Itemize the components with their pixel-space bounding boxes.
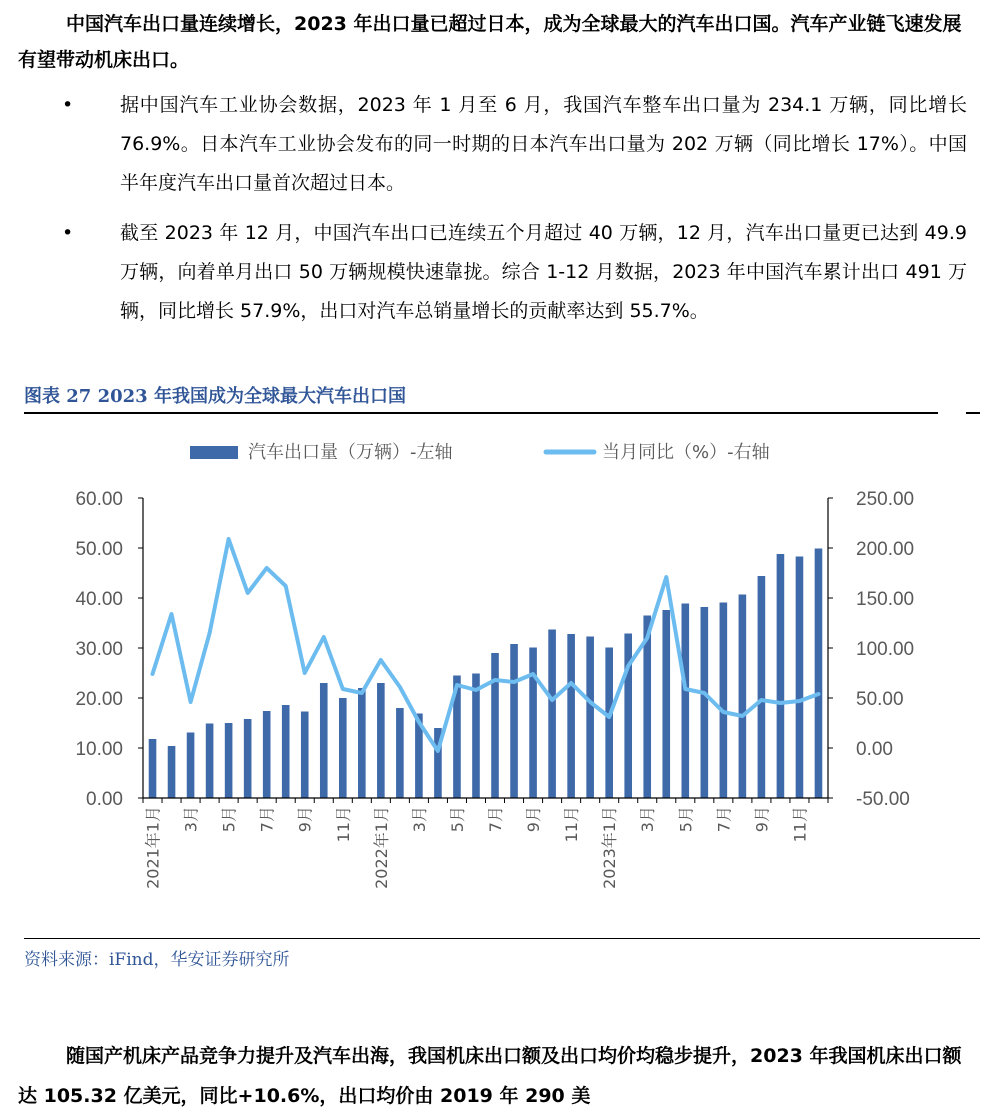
x-tick-label: 5月 bbox=[676, 806, 696, 833]
y-left-tick-label: 40.00 bbox=[75, 589, 123, 610]
bar bbox=[187, 733, 195, 799]
bar bbox=[548, 630, 556, 799]
bar bbox=[339, 698, 347, 798]
y-left-tick-label: 60.00 bbox=[75, 489, 123, 510]
legend-bar-swatch bbox=[190, 446, 238, 459]
bullet-text: 据中国汽车工业协会数据，2023 年 1 月至 6 月，我国汽车整车出口量为 234.1 万辆，同比增长 76.9%。日本汽车工业协会发布的同一时期的日本汽车出口量为 202 万辆（同比增长 17%）。中国半年度汽车出口量首次超过日本。 bbox=[120, 94, 967, 194]
y-left-tick-label: 30.00 bbox=[75, 639, 123, 660]
x-tick-label: 2022年1月 bbox=[371, 806, 391, 889]
y-left-tick-label: 10.00 bbox=[75, 739, 123, 760]
x-tick-label: 9月 bbox=[524, 806, 544, 833]
bar bbox=[758, 576, 766, 798]
bar bbox=[681, 604, 689, 799]
x-tick-label: 7月 bbox=[714, 806, 734, 833]
bar bbox=[739, 595, 747, 799]
bar bbox=[301, 712, 309, 799]
y-left-tick-label: 50.00 bbox=[75, 539, 123, 560]
bar bbox=[815, 549, 823, 799]
bar bbox=[377, 683, 385, 798]
x-tick-label: 7月 bbox=[257, 806, 277, 833]
figure-bottom-rule bbox=[24, 938, 980, 939]
bar bbox=[777, 554, 785, 798]
bar bbox=[510, 644, 518, 798]
figure-source: 资料来源：iFind，华安证券研究所 bbox=[24, 950, 290, 970]
bullet-text: 截至 2023 年 12 月，中国汽车出口已连续五个月超过 40 万辆，12 月，汽车出口量更已达到 49.9 万辆，向着单月出口 50 万辆规模快速靠拢。综合 1-12 月数据，2023 年中国汽车累计出口 491 万辆，同比增长 57.9%，出口对汽车总销量增长的贡献率达到 55.7%。 bbox=[120, 222, 967, 322]
bar bbox=[320, 683, 328, 798]
bar bbox=[662, 610, 670, 798]
y-right-tick-label: 50.00 bbox=[856, 689, 904, 710]
x-tick-label: 2023年1月 bbox=[600, 806, 620, 889]
bar bbox=[472, 674, 480, 799]
y-right-tick-label: 0.00 bbox=[856, 739, 893, 760]
y-right-tick-label: 200.00 bbox=[856, 539, 915, 560]
x-tick-label: 3月 bbox=[181, 806, 201, 833]
y-right-tick-label: 250.00 bbox=[856, 489, 915, 510]
bar bbox=[624, 634, 632, 799]
bullet-item bbox=[62, 86, 967, 203]
x-tick-label: 5月 bbox=[447, 806, 467, 833]
bullet-marker: • bbox=[62, 222, 74, 244]
bar bbox=[605, 648, 613, 799]
x-tick-label: 11月 bbox=[333, 806, 353, 843]
bar bbox=[491, 653, 499, 798]
bar bbox=[358, 688, 366, 798]
x-tick-label: 9月 bbox=[295, 806, 315, 833]
bar bbox=[263, 711, 271, 798]
section-heading: 中国汽车出口量连续增长，2023 年出口量已超过日本，成为全球最大的汽车出口国。汽车产业链飞速发展有望带动机床出口。 bbox=[18, 13, 962, 71]
bar bbox=[567, 634, 575, 798]
bar bbox=[701, 607, 709, 798]
x-tick-label: 3月 bbox=[638, 806, 658, 833]
y-right-tick-label: -50.00 bbox=[856, 789, 910, 810]
bar bbox=[244, 719, 252, 798]
bar bbox=[149, 739, 157, 798]
closing-paragraph: 随国产机床产品竞争力提升及汽车出海，我国机床出口额及出口均价均稳步提升，2023 年我国机床出口额达 105.32 亿美元，同比+10.6%，出口均价由 2019 年 290 美 bbox=[18, 1045, 962, 1107]
bar bbox=[396, 708, 404, 798]
x-tick-label: 7月 bbox=[486, 806, 506, 833]
y-right-tick-label: 100.00 bbox=[856, 639, 915, 660]
x-tick-label: 11月 bbox=[562, 806, 582, 843]
legend-bar-label: 汽车出口量（万辆）-左轴 bbox=[248, 442, 453, 463]
x-tick-label: 2021年1月 bbox=[143, 806, 163, 889]
figure-title: 图表 27 2023 年我国成为全球最大汽车出口国 bbox=[24, 386, 406, 407]
bullet-marker: • bbox=[62, 94, 74, 116]
legend-line-label: 当月同比（%）-右轴 bbox=[602, 442, 770, 463]
x-tick-label: 9月 bbox=[752, 806, 772, 833]
bar bbox=[168, 746, 176, 798]
x-tick-label: 3月 bbox=[409, 806, 429, 833]
bar bbox=[225, 723, 233, 798]
x-tick-label: 11月 bbox=[790, 806, 810, 843]
bar bbox=[796, 557, 804, 799]
y-left-tick-label: 20.00 bbox=[75, 689, 123, 710]
y-right-tick-label: 150.00 bbox=[856, 589, 915, 610]
x-tick-label: 5月 bbox=[219, 806, 239, 833]
bar bbox=[282, 705, 290, 798]
bullet-item bbox=[62, 214, 967, 331]
y-left-tick-label: 0.00 bbox=[86, 789, 123, 810]
bar bbox=[529, 648, 537, 799]
export-chart bbox=[24, 414, 980, 936]
bar bbox=[720, 603, 728, 799]
bar bbox=[586, 637, 594, 799]
bar bbox=[206, 724, 214, 799]
